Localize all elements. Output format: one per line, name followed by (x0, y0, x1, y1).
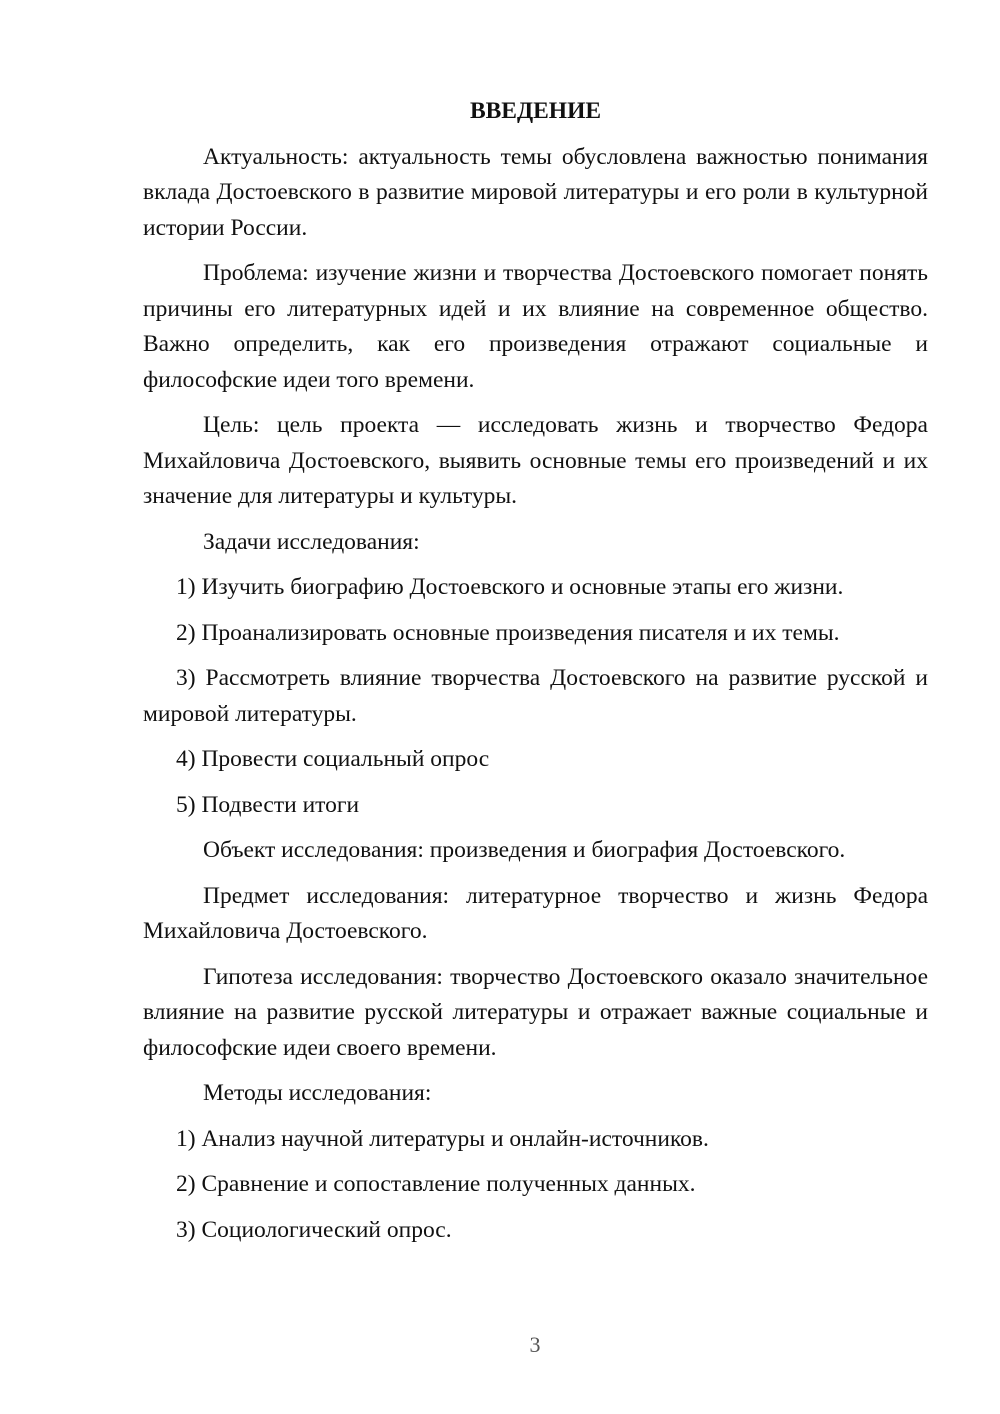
methods-heading: Методы исследования: (203, 1080, 432, 1106)
method-item: 3) Социологический опрос. (176, 1216, 452, 1243)
problem-paragraph: Проблема: изучение жизни и творчества Достоевского помогает понять причины его литературных идей и их влияние на современное общество. Важно определить, как его произведения отражают социальные и философские идеи того времени. (143, 260, 928, 393)
page-number: 3 (529, 1332, 541, 1357)
object-paragraph: Объект исследования: произведения и биография Достоевского. (203, 837, 846, 863)
task-item: 4) Провести социальный опрос (176, 746, 490, 772)
subject-paragraph: Предмет исследования: литературное творчество и жизнь Федора Михайловича Достоевского. (143, 882, 928, 944)
method-item: 2) Сравнение и сопоставление полученных данных. (176, 1171, 696, 1197)
task-item: 5) Подвести итоги (176, 791, 360, 818)
tasks-heading: Задачи исследования: (203, 528, 420, 555)
task-item: 2) Проанализировать основные произведения писателя и их темы. (176, 619, 840, 646)
section-title: ВВЕДЕНИЕ (469, 98, 602, 124)
document-body (143, 94, 928, 1258)
relevance-paragraph: Актуальность: актуальность темы обусловлена важностью понимания вклада Достоевского в развитие мировой литературы и его роли в культурной истории России. (143, 143, 928, 241)
hypothesis-paragraph: Гипотеза исследования: творчество Достоевского оказало значительное влияние на развитие русской литературы и отражает важные социальные и философские идеи своего времени. (143, 963, 928, 1061)
method-item: 1) Анализ научной литературы и онлайн-источников. (176, 1125, 709, 1152)
task-item: 1) Изучить биографию Достоевского и основные этапы его жизни. (176, 574, 844, 600)
task-item: 3) Рассмотреть влияние творчества Достоевского на развитие русской и мировой литературы. (143, 665, 928, 727)
goal-paragraph: Цель: цель проекта — исследовать жизнь и творчество Федора Михайловича Достоевского, выявить основные темы его произведений и их значение для литературы и культуры. (143, 412, 928, 509)
